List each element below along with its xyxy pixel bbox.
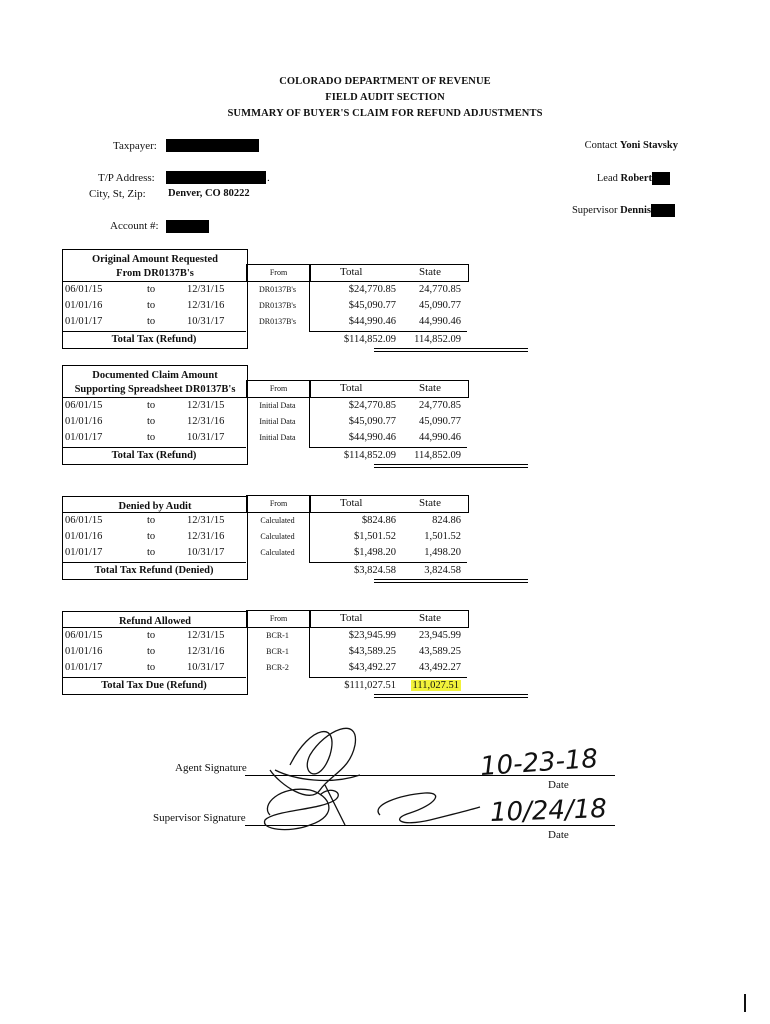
row-to: to xyxy=(147,432,156,443)
row-from: Initial Data xyxy=(259,433,296,442)
row-from: Calculated xyxy=(260,516,295,525)
signature-scribbles xyxy=(250,715,490,840)
total-label: Total Tax (Refund) xyxy=(111,450,197,461)
row-total: $24,770.85 xyxy=(348,400,396,411)
table-row xyxy=(62,430,468,446)
row-from: BCR-1 xyxy=(266,647,289,656)
section-1 xyxy=(62,365,468,485)
double-underline xyxy=(374,348,528,352)
row-state: 44,990.46 xyxy=(419,316,461,327)
total-header: Total xyxy=(340,382,363,394)
state-header: State xyxy=(419,266,441,278)
section-total-value: $114,852.09 xyxy=(343,334,396,345)
page-edge-mark xyxy=(744,994,746,1012)
section-title: Denied by Audit xyxy=(62,496,248,513)
row-total: $45,090.77 xyxy=(348,300,396,311)
header-line-1: COLORADO DEPARTMENT OF REVENUE xyxy=(279,76,491,87)
section-total-value: $114,852.09 xyxy=(343,450,396,461)
column-header xyxy=(309,495,469,513)
table-row xyxy=(62,660,468,676)
row-end-date: 12/31/15 xyxy=(187,400,225,411)
row-from: BCR-1 xyxy=(266,631,289,640)
row-start-date: 01/01/17 xyxy=(65,316,103,327)
address-label: T/P Address: xyxy=(98,172,155,184)
row-end-date: 12/31/16 xyxy=(187,300,225,311)
row-from: Calculated xyxy=(260,532,295,541)
row-total: $24,770.85 xyxy=(348,284,396,295)
total-header: Total xyxy=(340,266,363,278)
row-total: $43,589.25 xyxy=(348,646,396,657)
state-header: State xyxy=(419,612,441,624)
section-total-value: $111,027.51 xyxy=(344,680,396,691)
row-total: $23,945.99 xyxy=(348,630,396,641)
lead-line: Lead Robert xyxy=(597,172,670,185)
row-end-date: 12/31/16 xyxy=(187,416,225,427)
row-state: 43,492.27 xyxy=(419,662,461,673)
row-start-date: 01/01/17 xyxy=(65,547,103,558)
row-total: $45,090.77 xyxy=(348,416,396,427)
city-label: City, St, Zip: xyxy=(89,188,146,200)
row-start-date: 06/01/15 xyxy=(65,400,103,411)
table-row xyxy=(62,545,468,561)
row-to: to xyxy=(147,662,156,673)
section-2 xyxy=(62,496,468,616)
section-state-total xyxy=(391,678,461,694)
section-total-value: $3,824.58 xyxy=(354,565,396,576)
state-total-text: 114,852.09 xyxy=(414,450,461,461)
account-label: Account #: xyxy=(110,220,159,232)
from-header: From xyxy=(246,495,311,513)
total-header: Total xyxy=(340,612,363,624)
table-row xyxy=(62,529,468,545)
row-start-date: 01/01/16 xyxy=(65,531,103,542)
row-total: $1,501.52 xyxy=(354,531,396,542)
supervisor-redaction xyxy=(651,204,675,217)
agent-handwritten-date: 10-23-18 xyxy=(479,743,599,783)
from-header: From xyxy=(246,264,311,282)
lead-redaction xyxy=(652,172,670,185)
row-end-date: 10/31/17 xyxy=(187,662,225,673)
row-end-date: 12/31/15 xyxy=(187,515,225,526)
row-state: 24,770.85 xyxy=(419,400,461,411)
row-end-date: 12/31/16 xyxy=(187,531,225,542)
lead-name: Robert xyxy=(620,172,652,184)
row-state: 44,990.46 xyxy=(419,432,461,443)
taxpayer-redaction xyxy=(166,139,259,152)
row-state: 1,501.52 xyxy=(424,531,461,542)
row-end-date: 10/31/17 xyxy=(187,432,225,443)
contact-name: Yoni Stavsky xyxy=(619,140,678,151)
row-to: to xyxy=(147,284,156,295)
table-row xyxy=(62,398,468,414)
row-state: 23,945.99 xyxy=(419,630,461,641)
supervisor-date-label: Date xyxy=(548,829,569,841)
row-state: 1,498.20 xyxy=(424,547,461,558)
row-from: DR0137B's xyxy=(258,317,296,326)
row-start-date: 01/01/16 xyxy=(65,646,103,657)
state-header: State xyxy=(419,497,441,509)
table-row xyxy=(62,282,468,298)
row-to: to xyxy=(147,400,156,411)
section-3 xyxy=(62,611,468,731)
row-end-date: 12/31/15 xyxy=(187,284,225,295)
table-row xyxy=(62,298,468,314)
account-redaction xyxy=(166,220,209,233)
row-to: to xyxy=(147,547,156,558)
row-from: Initial Data xyxy=(259,417,296,426)
row-to: to xyxy=(147,646,156,657)
state-header: State xyxy=(419,382,441,394)
agent-date-label: Date xyxy=(548,779,569,791)
state-total-text: 111,027.51 xyxy=(412,680,459,691)
supervisor-name: Dennis xyxy=(620,204,651,216)
row-from: Calculated xyxy=(260,548,295,557)
supervisor-signature-label: Supervisor Signature xyxy=(153,812,246,824)
row-to: to xyxy=(147,300,156,311)
row-from: DR0137B's xyxy=(258,285,296,294)
table-row xyxy=(62,314,468,330)
supervisor-handwritten-date: 10/24/18 xyxy=(489,793,608,829)
row-to: to xyxy=(147,316,156,327)
double-underline xyxy=(374,464,528,468)
row-end-date: 12/31/16 xyxy=(187,646,225,657)
address-suffix: . xyxy=(267,172,270,184)
table-row xyxy=(62,414,468,430)
total-label: Total Tax Refund (Denied) xyxy=(94,565,214,576)
row-end-date: 10/31/17 xyxy=(187,547,225,558)
row-total: $44,990.46 xyxy=(348,316,396,327)
row-start-date: 01/01/17 xyxy=(65,432,103,443)
section-title: Original Amount Requested From DR0137B's xyxy=(62,249,248,282)
row-start-date: 06/01/15 xyxy=(65,630,103,641)
row-to: to xyxy=(147,416,156,427)
total-label: Total Tax (Refund) xyxy=(111,334,197,345)
row-start-date: 01/01/16 xyxy=(65,416,103,427)
total-label: Total Tax Due (Refund) xyxy=(101,680,207,691)
section-title: Documented Claim Amount Supporting Spreadsheet DR0137B's xyxy=(62,365,248,398)
state-total-text: 3,824.58 xyxy=(424,565,461,576)
total-header: Total xyxy=(340,497,363,509)
header-line-3: SUMMARY OF BUYER'S CLAIM FOR REFUND ADJUSTMENTS xyxy=(227,108,543,119)
row-to: to xyxy=(147,515,156,526)
section-state-total xyxy=(391,448,461,464)
row-from: DR0137B's xyxy=(258,301,296,310)
section-state-total xyxy=(391,332,461,348)
row-start-date: 01/01/16 xyxy=(65,300,103,311)
row-to: to xyxy=(147,531,156,542)
city-value: Denver, CO 80222 xyxy=(168,188,250,199)
section-0 xyxy=(62,249,468,369)
supervisor-line: Supervisor Dennis xyxy=(572,204,675,217)
row-state: 824.86 xyxy=(432,515,461,526)
row-state: 45,090.77 xyxy=(419,416,461,427)
row-start-date: 06/01/15 xyxy=(65,515,103,526)
state-total-text: 114,852.09 xyxy=(414,334,461,345)
row-end-date: 12/31/15 xyxy=(187,630,225,641)
section-state-total xyxy=(391,563,461,579)
contact-line: Contact Yoni Stavsky xyxy=(584,140,678,151)
column-header xyxy=(309,380,469,398)
row-state: 43,589.25 xyxy=(419,646,461,657)
column-header xyxy=(309,264,469,282)
row-total: $824.86 xyxy=(361,515,396,526)
table-row xyxy=(62,513,468,529)
row-total: $1,498.20 xyxy=(354,547,396,558)
row-start-date: 06/01/15 xyxy=(65,284,103,295)
section-title: Refund Allowed xyxy=(62,611,248,628)
row-state: 45,090.77 xyxy=(419,300,461,311)
row-start-date: 01/01/17 xyxy=(65,662,103,673)
double-underline xyxy=(374,694,528,698)
header-line-2: FIELD AUDIT SECTION xyxy=(325,92,445,103)
taxpayer-label: Taxpayer: xyxy=(113,140,157,152)
column-header xyxy=(309,610,469,628)
row-end-date: 10/31/17 xyxy=(187,316,225,327)
row-from: Initial Data xyxy=(259,401,296,410)
agent-signature-label: Agent Signature xyxy=(175,762,247,774)
row-state: 24,770.85 xyxy=(419,284,461,295)
from-header: From xyxy=(246,380,311,398)
from-header: From xyxy=(246,610,311,628)
double-underline xyxy=(374,579,528,583)
row-to: to xyxy=(147,630,156,641)
table-row xyxy=(62,644,468,660)
table-row xyxy=(62,628,468,644)
address-redaction xyxy=(166,171,266,184)
row-from: BCR-2 xyxy=(266,663,289,672)
row-total: $44,990.46 xyxy=(348,432,396,443)
row-total: $43,492.27 xyxy=(348,662,396,673)
